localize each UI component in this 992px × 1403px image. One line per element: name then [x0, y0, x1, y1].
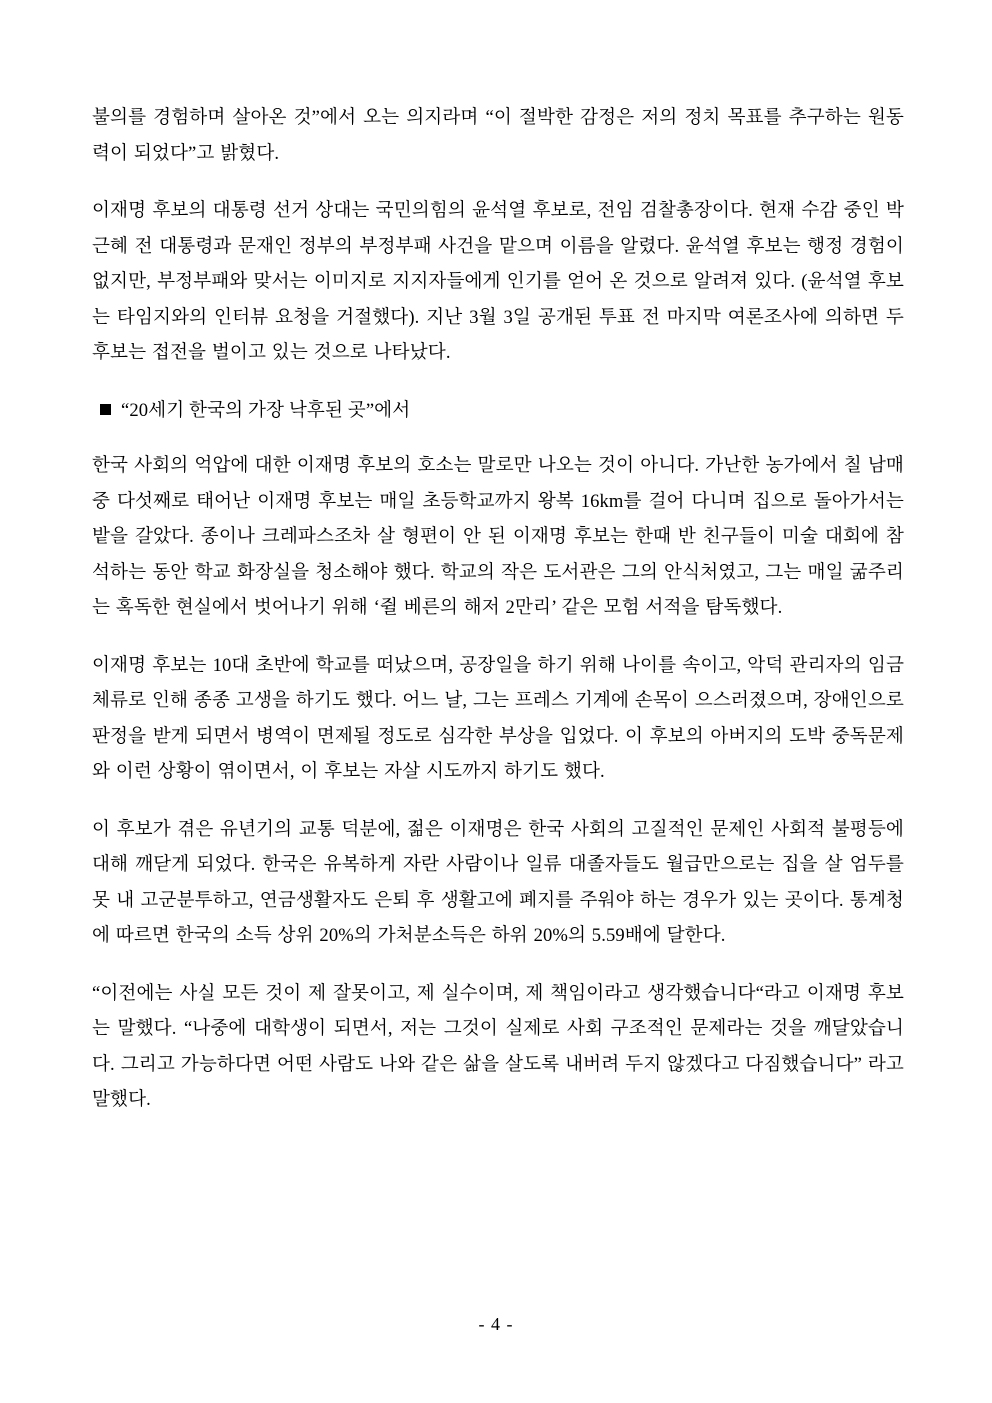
document-body	[92, 100, 904, 1118]
section-heading-text: “20세기 한국의 가장 낙후된 곳”에서	[121, 399, 411, 421]
page-number: - 4 -	[478, 1314, 514, 1334]
paragraph: 한국 사회의 억압에 대한 이재명 후보의 호소는 말로만 나오는 것이 아니다. 가난한 농가에서 칠 남매 중 다섯째로 태어난 이재명 후보는 매일 초등학교까지 왕복 16km를 걸어 다니며 집으로 돌아가서는 밭을 갈았다. 종이나 크레파스조차 살 형편이 안 된 이재명 후보는 한때 반 친구들이 미술 대회에 참석하는 동안 학교 화장실을 청소해야 했다. 학교의 작은 도서관은 그의 안식처였고, 그는 매일 굶주리는 혹독한 현실에서 벗어나기 위해 ‘쥘 베른의 해저 2만리’ 같은 모험 서적을 탐독했다.	[92, 455, 904, 618]
square-bullet-icon	[100, 404, 111, 415]
paragraph: 불의를 경험하며 살아온 것”에서 오는 의지라며 “이 절박한 감정은 저의 정치 목표를 추구하는 원동력이 되었다”고 밝혔다.	[92, 107, 904, 164]
paragraph: “이전에는 사실 모든 것이 제 잘못이고, 제 실수이며, 제 책임이라고 생각했습니다“라고 이재명 후보는 말했다. “나중에 대학생이 되면서, 저는 그것이 실제로 사회 구조적인 문제라는 것을 깨달았습니다. 그리고 가능하다면 어떤 사람도 나와 같은 삶을 살도록 내버려 두지 않겠다고 다짐했습니다” 라고 말했다.	[92, 982, 904, 1110]
section-heading	[92, 393, 904, 429]
paragraph: 이재명 후보의 대통령 선거 상대는 국민의힘의 윤석열 후보로, 전임 검찰총장이다. 현재 수감 중인 박근혜 전 대통령과 문재인 정부의 부정부패 사건을 맡으며 이름을 알렸다. 윤석열 후보는 행정 경험이 없지만, 부정부패와 맞서는 이미지로 지지자들에게 인기를 얻어 온 것으로 알려져 있다. (윤석열 후보는 타임지와의 인터뷰 요청을 거절했다). 지난 3월 3일 공개된 투표 전 마지막 여론조사에 의하면 두 후보는 접전을 벌이고 있는 것으로 나타났다.	[92, 200, 904, 363]
paragraph: 이재명 후보는 10대 초반에 학교를 떠났으며, 공장일을 하기 위해 나이를 속이고, 악덕 관리자의 임금 체류로 인해 종종 고생을 하기도 했다. 어느 날, 그는 프레스 기계에 손목이 으스러졌으며, 장애인으로 판정을 받게 되면서 병역이 면제될 정도로 심각한 부상을 입었다. 이 후보의 아버지의 도박 중독문제와 이런 상황이 엮이면서, 이 후보는 자살 시도까지 하기도 했다.	[92, 654, 905, 782]
paragraph: 이 후보가 겪은 유년기의 교통 덕분에, 젊은 이재명은 한국 사회의 고질적인 문제인 사회적 불평등에 대해 깨닫게 되었다. 한국은 유복하게 자란 사람이나 일류 대졸자들도 월급만으로는 집을 살 엄두를 못 내 고군분투하고, 연금생활자도 은퇴 후 생활고에 폐지를 주워야 하는 경우가 있는 곳이다. 통계청에 따르면 한국의 소득 상위 20%의 가처분소득은 하위 20%의 5.59배에 달한다.	[92, 818, 904, 946]
